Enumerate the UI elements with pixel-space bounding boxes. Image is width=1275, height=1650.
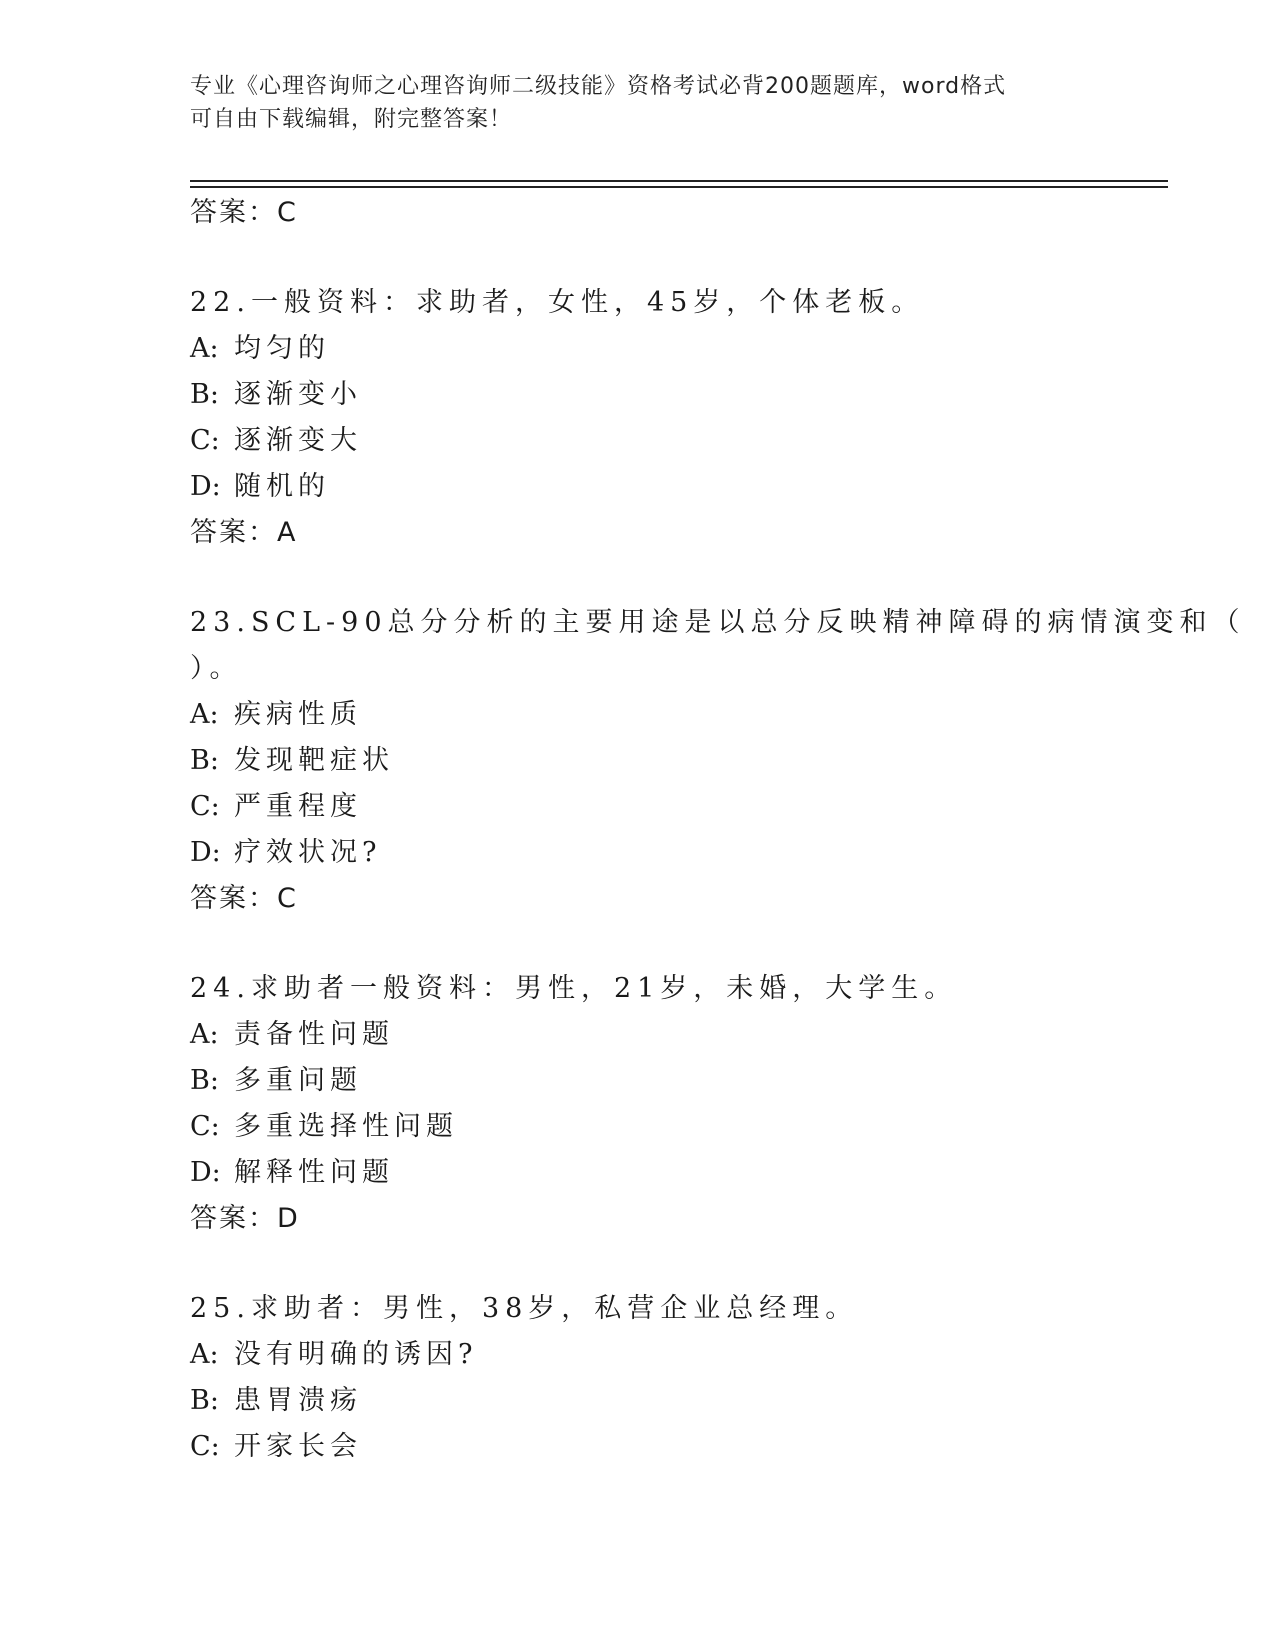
option-key: C:	[190, 1431, 220, 1462]
answer-label: 答案：	[190, 517, 277, 548]
option-b	[190, 372, 1090, 418]
option-text: 患胃溃疡	[234, 1385, 362, 1416]
option-key: D:	[190, 837, 221, 868]
question-stem-continued: ）。	[190, 653, 243, 684]
question-stem: 25.求助者：男性，38岁，私营企业总经理。	[190, 1293, 859, 1324]
answer-line-21	[190, 190, 1090, 236]
option-d	[190, 1150, 1090, 1196]
option-text: 发现靶症状	[234, 745, 394, 776]
spacer	[190, 1242, 1090, 1286]
option-c	[190, 784, 1090, 830]
answer-label: 答案：	[190, 197, 277, 228]
option-b	[190, 1378, 1090, 1424]
option-text: 均匀的	[234, 333, 330, 364]
header-divider-bottom	[190, 186, 1168, 188]
header-line-2: 可自由下载编辑，附完整答案！	[190, 107, 513, 132]
option-a	[190, 326, 1090, 372]
option-text: 疾病性质	[234, 699, 362, 730]
answer-value: C	[277, 883, 298, 914]
option-key: C:	[190, 791, 220, 822]
question-22	[190, 280, 1090, 556]
spacer	[190, 556, 1090, 600]
answer-line	[190, 876, 1090, 922]
option-text: 疗效状况?	[234, 837, 382, 868]
option-text: 严重程度	[234, 791, 362, 822]
option-text: 开家长会	[234, 1431, 362, 1462]
answer-label: 答案：	[190, 883, 277, 914]
option-text: 随机的	[234, 471, 330, 502]
option-text: 多重问题	[234, 1065, 362, 1096]
option-c	[190, 1424, 1090, 1470]
question-24	[190, 966, 1090, 1242]
option-key: C:	[190, 1111, 220, 1142]
header-line-1: 专业《心理咨询师之心理咨询师二级技能》资格考试必背200题题库，word格式	[190, 74, 1007, 99]
option-text: 责备性问题	[234, 1019, 394, 1050]
header-divider-top	[190, 180, 1168, 182]
option-key: A:	[190, 1019, 219, 1050]
option-key: B:	[190, 1385, 219, 1416]
answer-label: 答案：	[190, 1203, 277, 1234]
option-a	[190, 1012, 1090, 1058]
option-a	[190, 1332, 1090, 1378]
option-key: C:	[190, 425, 220, 456]
answer-line	[190, 1196, 1090, 1242]
document-header	[190, 70, 1090, 136]
question-stem: 24.求助者一般资料：男性，21岁，未婚，大学生。	[190, 973, 958, 1004]
answer-line	[190, 510, 1090, 556]
option-text: 逐渐变小	[234, 379, 362, 410]
option-text: 多重选择性问题	[234, 1111, 458, 1142]
option-b	[190, 738, 1090, 784]
question-list	[190, 190, 1246, 1470]
answer-value: A	[277, 517, 298, 548]
answer-value: D	[277, 1203, 300, 1234]
option-key: D:	[190, 1157, 221, 1188]
option-key: D:	[190, 471, 221, 502]
option-key: B:	[190, 1065, 219, 1096]
option-b	[190, 1058, 1090, 1104]
option-c	[190, 1104, 1090, 1150]
question-stem: 23.SCL-90总分分析的主要用途是以总分反映精神障碍的病情演变和（	[190, 607, 1246, 638]
option-key: B:	[190, 379, 219, 410]
option-text: 逐渐变大	[234, 425, 362, 456]
answer-value: C	[277, 197, 298, 228]
spacer	[190, 922, 1090, 966]
question-25	[190, 1286, 1090, 1470]
option-a	[190, 692, 1090, 738]
question-23	[190, 600, 1246, 922]
question-stem: 22.一般资料：求助者，女性，45岁，个体老板。	[190, 287, 925, 318]
spacer	[190, 236, 1090, 280]
option-text: 没有明确的诱因?	[234, 1339, 478, 1370]
option-d	[190, 830, 1090, 876]
option-key: A:	[190, 1339, 219, 1370]
option-text: 解释性问题	[234, 1157, 394, 1188]
option-key: A:	[190, 333, 219, 364]
option-key: B:	[190, 745, 219, 776]
option-d	[190, 464, 1090, 510]
option-key: A:	[190, 699, 219, 730]
option-c	[190, 418, 1090, 464]
